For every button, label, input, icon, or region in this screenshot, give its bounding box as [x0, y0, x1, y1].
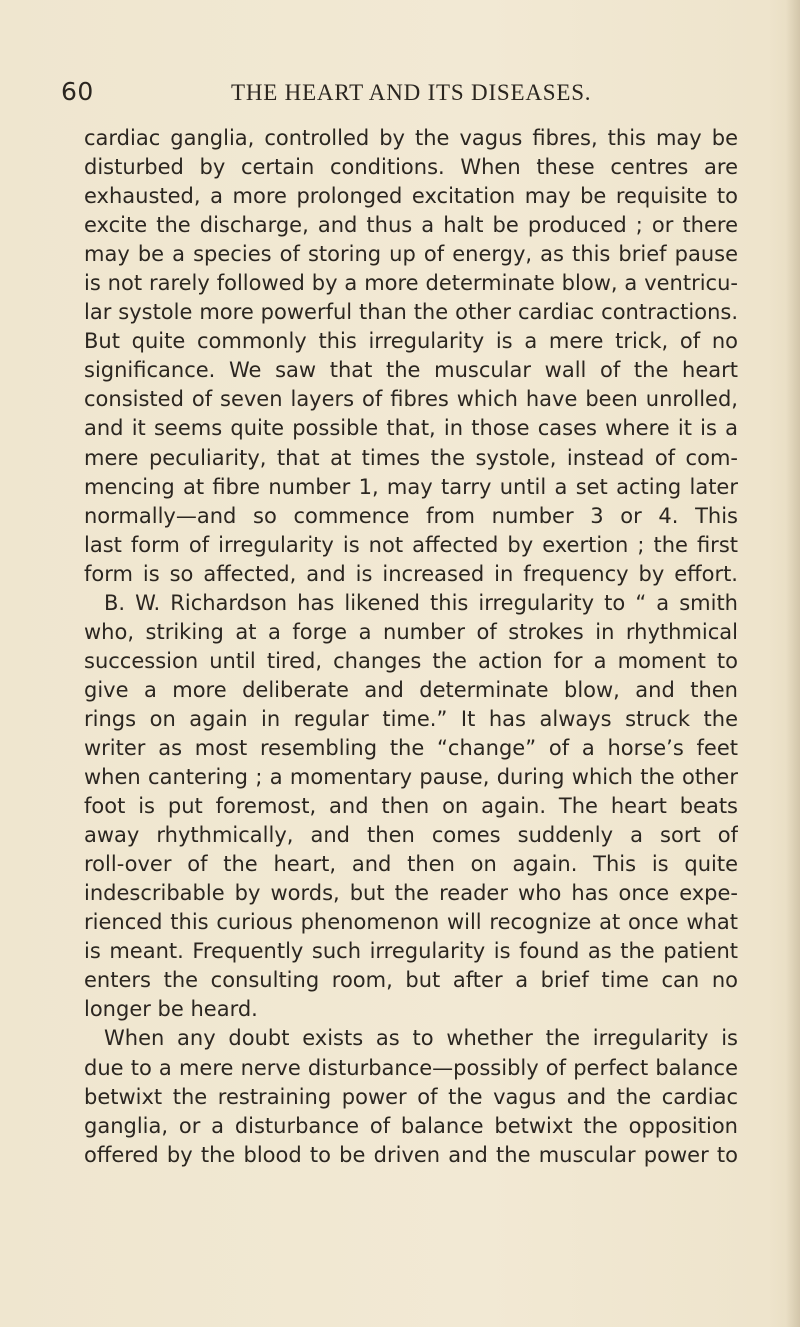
text-line: But quite commonly this irregularity is a mere trick, of no: [84, 329, 738, 354]
text-line: who, striking at a forge a number of strokes in rhythmical: [84, 619, 738, 644]
text-line: cardiac ganglia, controlled by the vagus fibres, this may be: [84, 126, 738, 150]
running-title: THE HEART AND ITS DISEASES.: [231, 80, 592, 105]
text-line: excite the discharge, and thus a halt be produced ; or there: [84, 213, 738, 238]
text-line: longer be heard.: [84, 997, 258, 1022]
text-line: significance. We saw that the muscular wall of the heart: [84, 358, 738, 383]
text-line: ganglia, or a disturbance of balance betwixt the opposition: [84, 1113, 738, 1138]
text-line: enters the consulting room, but after a brief time can no: [84, 968, 738, 993]
text-line: due to a mere nerve disturbance—possibly of perfect balance: [84, 1055, 738, 1080]
text-line: exhausted, a more prolonged excitation may be requisite to: [84, 184, 738, 209]
page-header: [61, 74, 741, 114]
text-line: disturbed by certain conditions. When these centres are: [84, 155, 738, 180]
text-line: writer as most resembling the “change” of a horse’s feet: [84, 735, 738, 760]
text-line: When any doubt exists as to whether the irregularity is: [104, 1026, 738, 1051]
text-line: B. W. Richardson has likened this irregularity to “ a smith: [104, 590, 738, 615]
text-line: succession until tired, changes the action for a moment to: [84, 648, 738, 673]
text-line: may be a species of storing up of energy, as this brief pause: [84, 242, 738, 267]
body-text: [84, 124, 738, 1170]
text-line: mere peculiarity, that at times the systole, instead of com-: [84, 445, 738, 470]
text-line: when cantering ; a momentary pause, during which the other: [84, 765, 738, 790]
text-line: away rhythmically, and then comes suddenly a sort of: [84, 823, 738, 848]
text-line: rienced this curious phenomenon will recognize at once what: [84, 910, 738, 935]
text-line: mencing at fibre number 1, may tarry until a set acting later: [84, 474, 738, 499]
text-line: last form of irregularity is not affected by exertion ; the first: [84, 532, 738, 557]
text-line: consisted of seven layers of fibres which have been unrolled,: [84, 387, 738, 412]
text-line: rings on again in regular time.” It has always struck the: [84, 706, 738, 731]
text-line: give a more deliberate and determinate blow, and then: [84, 677, 738, 702]
text-line: is meant. Frequently such irregularity is found as the patient: [84, 939, 738, 964]
text-line: is not rarely followed by a more determinate blow, a ventricu-: [84, 271, 738, 296]
text-line: normally—and so commence from number 3 or 4. This: [84, 503, 738, 528]
text-line: lar systole more powerful than the other cardiac contractions.: [84, 300, 738, 325]
text-line: betwixt the restraining power of the vagus and the cardiac: [84, 1084, 738, 1109]
text-line: offered by the blood to be driven and the muscular power to: [84, 1142, 738, 1167]
text-line: and it seems quite possible that, in those cases where it is a: [84, 416, 738, 441]
page-number: 60: [61, 77, 94, 106]
page-edge-shadow: [786, 0, 800, 1327]
text-line: foot is put foremost, and then on again. The heart beats: [84, 794, 738, 819]
text-line: form is so affected, and is increased in frequency by effort.: [84, 561, 738, 586]
text-line: indescribable by words, but the reader who has once expe-: [84, 881, 738, 906]
text-line: roll-over of the heart, and then on again. This is quite: [84, 852, 738, 877]
